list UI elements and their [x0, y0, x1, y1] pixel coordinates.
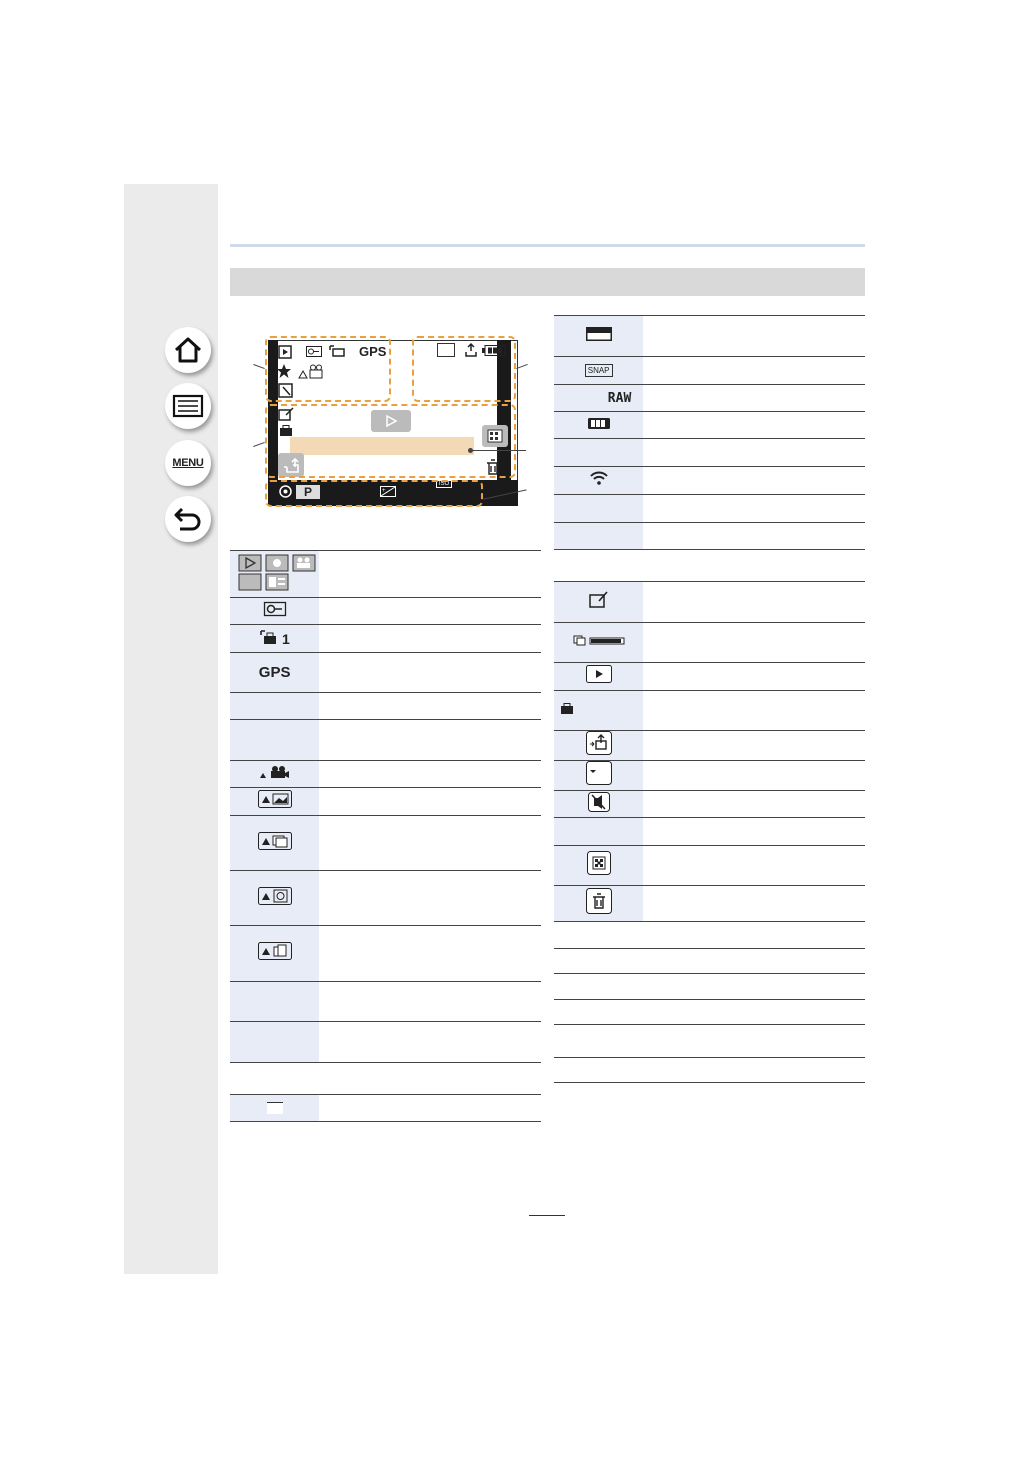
gps-label: GPS — [359, 344, 387, 359]
burst-group-icon — [258, 832, 292, 850]
table-row — [554, 691, 865, 731]
progress-icon — [574, 635, 624, 647]
battery-icon — [588, 418, 610, 429]
table-row — [230, 788, 541, 816]
table-row — [230, 598, 541, 625]
table-row — [230, 761, 541, 788]
svg-text:+: + — [382, 488, 386, 494]
table-row — [230, 551, 541, 598]
list-icon — [173, 395, 203, 417]
back-button[interactable] — [165, 496, 211, 542]
gps-label: GPS — [258, 663, 291, 681]
playback-mode-icons — [236, 553, 314, 591]
menu-button[interactable] — [165, 440, 211, 486]
table-row — [230, 625, 541, 653]
table-row — [554, 731, 865, 761]
iso-badge: ISO — [436, 480, 452, 488]
table-row — [554, 846, 865, 886]
filter-icon — [587, 851, 611, 875]
table-row — [230, 982, 541, 1022]
print-count-icon — [260, 630, 278, 646]
menu-label: MENU — [172, 457, 204, 469]
area-1-outline — [265, 336, 391, 402]
left-icon-table — [230, 550, 541, 1122]
table-row — [554, 523, 865, 550]
rule — [554, 973, 865, 974]
rule — [554, 1057, 865, 1058]
back-icon — [174, 507, 202, 531]
motion-picture-group-icon — [258, 764, 292, 780]
rule — [554, 1082, 865, 1083]
callout-4-dot — [468, 448, 473, 453]
rule — [554, 1024, 865, 1025]
callout-2 — [253, 442, 265, 447]
table-row — [554, 550, 865, 582]
aspect-icon — [586, 327, 612, 341]
table-row — [230, 1095, 541, 1122]
table-row — [554, 316, 865, 357]
table-row — [230, 720, 541, 761]
small-box-icon — [267, 1102, 283, 1114]
suitcase-icon — [560, 703, 574, 715]
table-row — [554, 886, 865, 922]
table-row — [230, 926, 541, 982]
play-icon — [586, 665, 612, 683]
callout-1 — [253, 364, 265, 369]
table-row — [554, 791, 865, 818]
table-row — [554, 663, 865, 691]
table-row — [554, 357, 865, 385]
home-icon — [174, 337, 202, 363]
right-icon-table — [554, 315, 865, 922]
table-row — [230, 871, 541, 926]
table-row — [554, 412, 865, 439]
page-number-rule — [529, 1215, 565, 1216]
home-button[interactable] — [165, 327, 211, 373]
contents-button[interactable] — [165, 383, 211, 429]
print-count-value: 1 — [281, 630, 290, 647]
callout-4 — [470, 450, 526, 451]
down-icon — [586, 761, 612, 785]
snap-icon: SNAP — [585, 364, 613, 377]
stop-motion-group-icon — [258, 942, 292, 960]
mode-badge: P — [296, 485, 320, 499]
raw-icon: RAW — [607, 391, 632, 406]
mute-icon — [588, 792, 610, 812]
area-3-outline — [265, 404, 516, 478]
table-row — [230, 1022, 541, 1063]
upload-icon — [586, 731, 612, 755]
rule — [554, 999, 865, 1000]
table-row — [554, 582, 865, 623]
protect-icon — [264, 602, 286, 616]
table-row — [554, 467, 865, 495]
table-row — [230, 693, 541, 720]
panorama-group-icon — [258, 790, 292, 808]
table-row — [230, 1063, 541, 1095]
interval-group-icon — [258, 887, 292, 905]
header-rule — [230, 244, 865, 247]
table-row — [554, 623, 865, 663]
edit-icon — [589, 591, 609, 608]
area-4-outline — [265, 480, 483, 507]
table-row — [230, 816, 541, 871]
table-row — [554, 761, 865, 791]
trash-icon — [586, 888, 612, 914]
table-row — [554, 818, 865, 846]
section-header-bar — [230, 268, 865, 296]
table-row — [554, 495, 865, 523]
wifi-icon — [590, 471, 608, 485]
area-2-outline — [412, 336, 516, 402]
rule — [554, 948, 865, 949]
table-row — [554, 439, 865, 467]
table-row — [554, 385, 865, 412]
table-row — [230, 653, 541, 693]
